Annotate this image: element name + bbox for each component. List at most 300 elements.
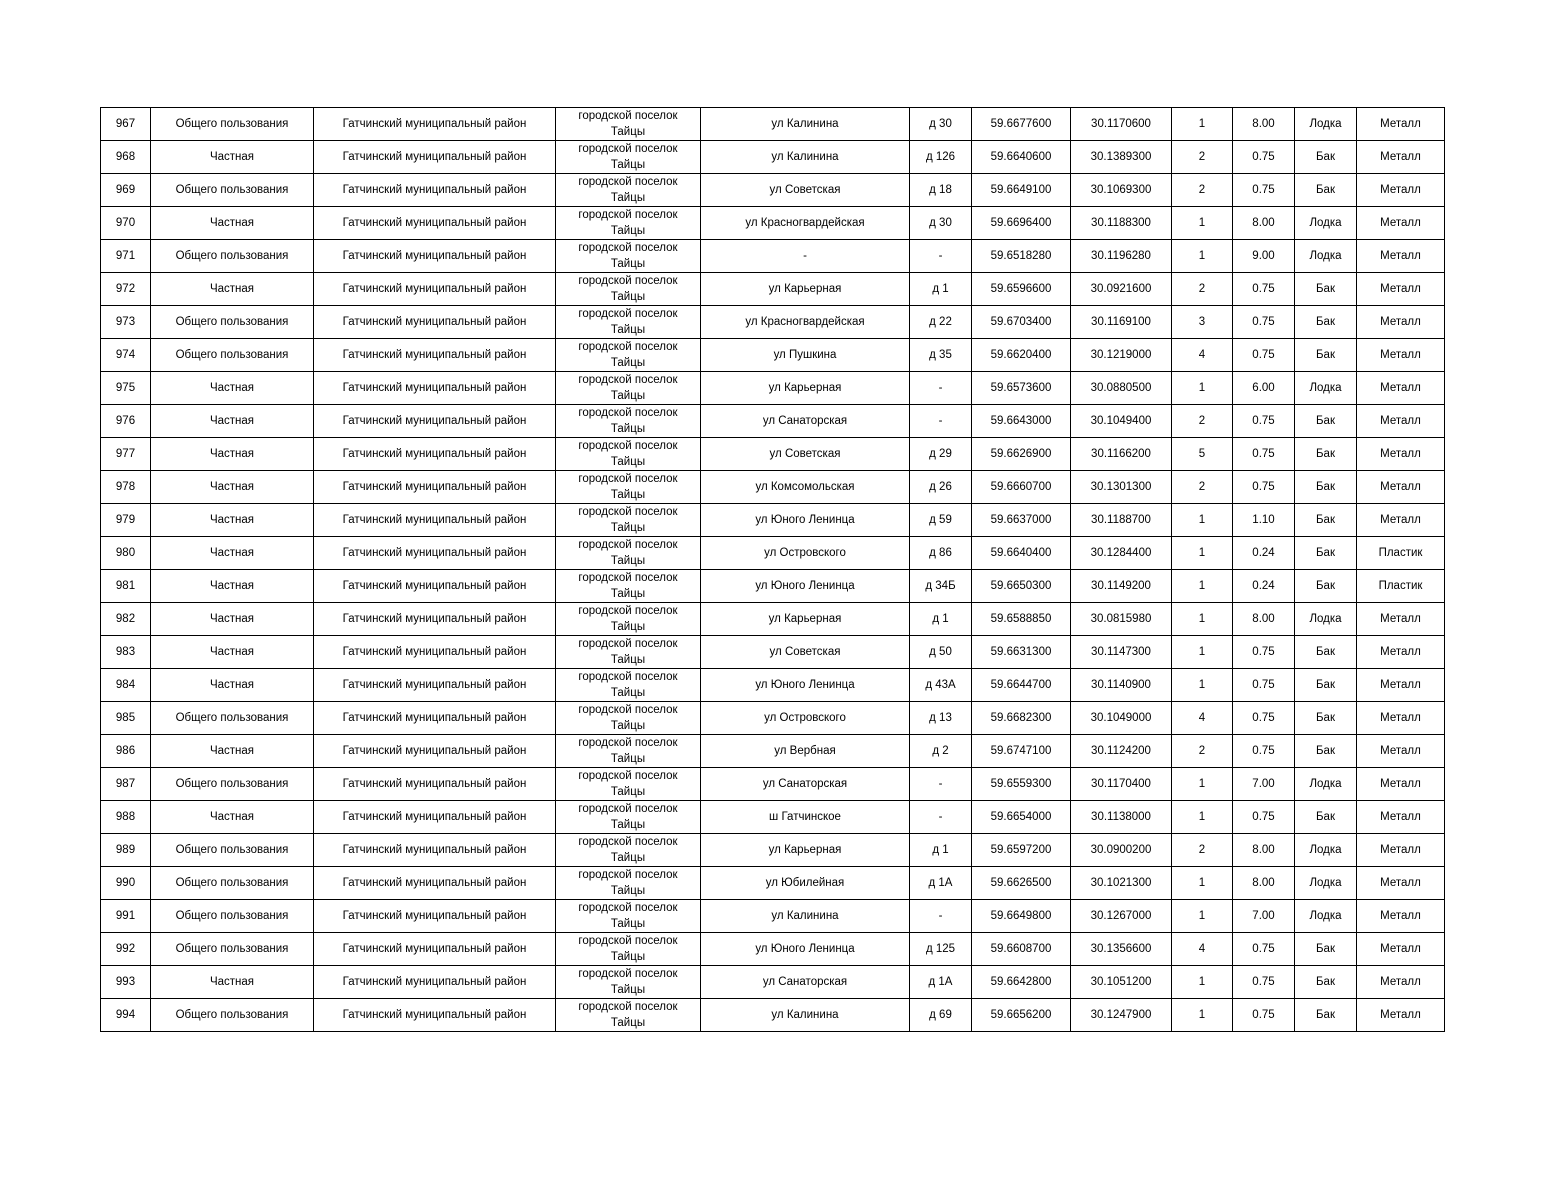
row-number-cell: 970	[101, 207, 151, 240]
volume-cell: 8.00	[1233, 867, 1295, 900]
material-cell: Металл	[1357, 141, 1445, 174]
house-cell: д 1	[910, 834, 972, 867]
latitude-cell: 59.6703400	[972, 306, 1071, 339]
container-type-cell: Лодка	[1295, 240, 1357, 273]
settlement-cell	[556, 471, 701, 504]
container-count-cell: 1	[1172, 504, 1233, 537]
house-cell: д 1А	[910, 966, 972, 999]
latitude-cell: 59.6637000	[972, 504, 1071, 537]
settlement-cell	[556, 306, 701, 339]
settlement-cell	[556, 702, 701, 735]
district-cell: Гатчинский муниципальный район	[314, 636, 556, 669]
longitude-cell: 30.0900200	[1071, 834, 1172, 867]
settlement-type: городской поселок	[578, 737, 678, 749]
latitude-cell: 59.6644700	[972, 669, 1071, 702]
row-number-cell: 967	[101, 108, 151, 141]
ownership-cell: Общего пользования	[151, 702, 314, 735]
latitude-cell: 59.6608700	[972, 933, 1071, 966]
table-row	[101, 636, 1445, 669]
longitude-cell: 30.1140900	[1071, 669, 1172, 702]
settlement-cell	[556, 504, 701, 537]
container-type-cell: Бак	[1295, 999, 1357, 1032]
material-cell: Металл	[1357, 174, 1445, 207]
street-cell: ул Санаторская	[701, 768, 910, 801]
settlement-name: Тайцы	[610, 621, 646, 633]
street-cell: ул Пушкина	[701, 339, 910, 372]
longitude-cell: 30.1267000	[1071, 900, 1172, 933]
row-number-cell: 972	[101, 273, 151, 306]
latitude-cell: 59.6596600	[972, 273, 1071, 306]
street-cell: ул Юного Ленинца	[701, 933, 910, 966]
ownership-cell: Общего пользования	[151, 900, 314, 933]
settlement-name: Тайцы	[610, 1017, 646, 1029]
street-cell: ш Гатчинское	[701, 801, 910, 834]
row-number-cell: 984	[101, 669, 151, 702]
longitude-cell: 30.1284400	[1071, 537, 1172, 570]
container-type-cell: Бак	[1295, 504, 1357, 537]
container-count-cell: 4	[1172, 702, 1233, 735]
volume-cell: 0.75	[1233, 735, 1295, 768]
street-cell: ул Юного Ленинца	[701, 669, 910, 702]
settlement-cell	[556, 438, 701, 471]
material-cell: Металл	[1357, 768, 1445, 801]
street-cell: ул Калинина	[701, 900, 910, 933]
table-row	[101, 405, 1445, 438]
table-row	[101, 999, 1445, 1032]
table-row	[101, 933, 1445, 966]
ownership-cell: Частная	[151, 405, 314, 438]
house-cell: д 1	[910, 273, 972, 306]
material-cell: Металл	[1357, 702, 1445, 735]
settlement-type: городской поселок	[578, 836, 678, 848]
container-count-cell: 4	[1172, 339, 1233, 372]
container-count-cell: 5	[1172, 438, 1233, 471]
longitude-cell: 30.1049400	[1071, 405, 1172, 438]
table-row	[101, 339, 1445, 372]
material-cell: Металл	[1357, 273, 1445, 306]
table-row	[101, 537, 1445, 570]
street-cell: -	[701, 240, 910, 273]
settlement-name: Тайцы	[610, 588, 646, 600]
container-type-cell: Лодка	[1295, 372, 1357, 405]
settlement-type: городской поселок	[578, 869, 678, 881]
settlement-name: Тайцы	[610, 819, 646, 831]
table-row	[101, 900, 1445, 933]
volume-cell: 0.75	[1233, 174, 1295, 207]
container-count-cell: 2	[1172, 174, 1233, 207]
district-cell: Гатчинский муниципальный район	[314, 537, 556, 570]
material-cell: Металл	[1357, 339, 1445, 372]
settlement-type: городской поселок	[578, 572, 678, 584]
latitude-cell: 59.6588850	[972, 603, 1071, 636]
table-row	[101, 867, 1445, 900]
ownership-cell: Общего пользования	[151, 108, 314, 141]
volume-cell: 0.75	[1233, 438, 1295, 471]
material-cell: Металл	[1357, 438, 1445, 471]
latitude-cell: 59.6682300	[972, 702, 1071, 735]
container-type-cell: Лодка	[1295, 603, 1357, 636]
row-number-cell: 989	[101, 834, 151, 867]
container-count-cell: 1	[1172, 372, 1233, 405]
container-count-cell: 1	[1172, 207, 1233, 240]
material-cell: Металл	[1357, 966, 1445, 999]
volume-cell: 6.00	[1233, 372, 1295, 405]
ownership-cell: Частная	[151, 669, 314, 702]
material-cell: Металл	[1357, 900, 1445, 933]
material-cell: Металл	[1357, 504, 1445, 537]
material-cell: Пластик	[1357, 570, 1445, 603]
row-number-cell: 993	[101, 966, 151, 999]
settlement-name: Тайцы	[610, 852, 646, 864]
ownership-cell: Общего пользования	[151, 174, 314, 207]
settlement-cell	[556, 273, 701, 306]
longitude-cell: 30.1051200	[1071, 966, 1172, 999]
longitude-cell: 30.1356600	[1071, 933, 1172, 966]
table-row	[101, 372, 1445, 405]
ownership-cell: Частная	[151, 471, 314, 504]
latitude-cell: 59.6643000	[972, 405, 1071, 438]
table-row	[101, 735, 1445, 768]
table-row	[101, 669, 1445, 702]
container-count-cell: 2	[1172, 471, 1233, 504]
house-cell: -	[910, 240, 972, 273]
settlement-name: Тайцы	[610, 555, 646, 567]
street-cell: ул Островского	[701, 537, 910, 570]
settlement-name: Тайцы	[610, 753, 646, 765]
volume-cell: 8.00	[1233, 207, 1295, 240]
longitude-cell: 30.1389300	[1071, 141, 1172, 174]
container-type-cell: Бак	[1295, 141, 1357, 174]
ownership-cell: Общего пользования	[151, 933, 314, 966]
container-count-cell: 2	[1172, 141, 1233, 174]
settlement-type: городской поселок	[578, 638, 678, 650]
longitude-cell: 30.1188700	[1071, 504, 1172, 537]
house-cell: д 126	[910, 141, 972, 174]
settlement-name: Тайцы	[610, 951, 646, 963]
container-count-cell: 2	[1172, 735, 1233, 768]
settlement-cell	[556, 801, 701, 834]
volume-cell: 0.75	[1233, 636, 1295, 669]
settlement-type: городской поселок	[578, 935, 678, 947]
material-cell: Металл	[1357, 405, 1445, 438]
district-cell: Гатчинский муниципальный район	[314, 141, 556, 174]
settlement-cell	[556, 834, 701, 867]
ownership-cell: Частная	[151, 372, 314, 405]
ownership-cell: Частная	[151, 438, 314, 471]
ownership-cell: Общего пользования	[151, 306, 314, 339]
latitude-cell: 59.6696400	[972, 207, 1071, 240]
longitude-cell: 30.1147300	[1071, 636, 1172, 669]
container-sites-table	[100, 107, 1445, 1032]
volume-cell: 0.75	[1233, 999, 1295, 1032]
container-type-cell: Лодка	[1295, 834, 1357, 867]
latitude-cell: 59.6650300	[972, 570, 1071, 603]
row-number-cell: 971	[101, 240, 151, 273]
container-type-cell: Бак	[1295, 306, 1357, 339]
district-cell: Гатчинский муниципальный район	[314, 108, 556, 141]
settlement-name: Тайцы	[610, 225, 646, 237]
longitude-cell: 30.1219000	[1071, 339, 1172, 372]
longitude-cell: 30.1021300	[1071, 867, 1172, 900]
settlement-type: городской поселок	[578, 605, 678, 617]
ownership-cell: Частная	[151, 207, 314, 240]
settlement-cell	[556, 372, 701, 405]
ownership-cell: Общего пользования	[151, 999, 314, 1032]
container-type-cell: Бак	[1295, 933, 1357, 966]
house-cell: д 1А	[910, 867, 972, 900]
settlement-cell	[556, 141, 701, 174]
ownership-cell: Частная	[151, 504, 314, 537]
table-row	[101, 570, 1445, 603]
longitude-cell: 30.1170400	[1071, 768, 1172, 801]
district-cell: Гатчинский муниципальный район	[314, 999, 556, 1032]
settlement-cell	[556, 735, 701, 768]
container-type-cell: Лодка	[1295, 867, 1357, 900]
district-cell: Гатчинский муниципальный район	[314, 471, 556, 504]
settlement-type: городской поселок	[578, 341, 678, 353]
settlement-cell	[556, 669, 701, 702]
row-number-cell: 985	[101, 702, 151, 735]
settlement-cell	[556, 240, 701, 273]
latitude-cell: 59.6642800	[972, 966, 1071, 999]
district-cell: Гатчинский муниципальный район	[314, 240, 556, 273]
ownership-cell: Частная	[151, 570, 314, 603]
house-cell: д 34Б	[910, 570, 972, 603]
material-cell: Металл	[1357, 933, 1445, 966]
district-cell: Гатчинский муниципальный район	[314, 504, 556, 537]
row-number-cell: 979	[101, 504, 151, 537]
settlement-name: Тайцы	[610, 489, 646, 501]
settlement-cell	[556, 339, 701, 372]
container-type-cell: Лодка	[1295, 207, 1357, 240]
volume-cell: 0.75	[1233, 273, 1295, 306]
container-count-cell: 1	[1172, 669, 1233, 702]
house-cell: д 59	[910, 504, 972, 537]
settlement-name: Тайцы	[610, 192, 646, 204]
settlement-type: городской поселок	[578, 803, 678, 815]
house-cell: д 69	[910, 999, 972, 1032]
settlement-cell	[556, 933, 701, 966]
table-row	[101, 438, 1445, 471]
settlement-name: Тайцы	[610, 126, 646, 138]
settlement-cell	[556, 405, 701, 438]
container-type-cell: Лодка	[1295, 108, 1357, 141]
settlement-type: городской поселок	[578, 902, 678, 914]
container-count-cell: 2	[1172, 405, 1233, 438]
house-cell: д 30	[910, 108, 972, 141]
container-type-cell: Бак	[1295, 438, 1357, 471]
volume-cell: 0.75	[1233, 702, 1295, 735]
table-row	[101, 966, 1445, 999]
ownership-cell: Частная	[151, 735, 314, 768]
street-cell: ул Советская	[701, 174, 910, 207]
settlement-type: городской поселок	[578, 242, 678, 254]
row-number-cell: 980	[101, 537, 151, 570]
street-cell: ул Юбилейная	[701, 867, 910, 900]
street-cell: ул Карьерная	[701, 834, 910, 867]
house-cell: д 18	[910, 174, 972, 207]
settlement-type: городской поселок	[578, 407, 678, 419]
container-count-cell: 2	[1172, 273, 1233, 306]
longitude-cell: 30.1138000	[1071, 801, 1172, 834]
district-cell: Гатчинский муниципальный район	[314, 702, 556, 735]
table-row	[101, 504, 1445, 537]
settlement-cell	[556, 900, 701, 933]
latitude-cell: 59.6640400	[972, 537, 1071, 570]
street-cell: ул Калинина	[701, 999, 910, 1032]
house-cell: д 13	[910, 702, 972, 735]
material-cell: Металл	[1357, 669, 1445, 702]
volume-cell: 7.00	[1233, 900, 1295, 933]
latitude-cell: 59.6518280	[972, 240, 1071, 273]
district-cell: Гатчинский муниципальный район	[314, 174, 556, 207]
container-count-cell: 1	[1172, 801, 1233, 834]
row-number-cell: 994	[101, 999, 151, 1032]
house-cell: д 30	[910, 207, 972, 240]
container-type-cell: Бак	[1295, 735, 1357, 768]
district-cell: Гатчинский муниципальный район	[314, 900, 556, 933]
district-cell: Гатчинский муниципальный район	[314, 933, 556, 966]
container-count-cell: 1	[1172, 966, 1233, 999]
house-cell: д 1	[910, 603, 972, 636]
table-row	[101, 174, 1445, 207]
table-row	[101, 834, 1445, 867]
settlement-name: Тайцы	[610, 423, 646, 435]
street-cell: ул Карьерная	[701, 603, 910, 636]
house-cell: д 50	[910, 636, 972, 669]
street-cell: ул Комсомольская	[701, 471, 910, 504]
row-number-cell: 986	[101, 735, 151, 768]
material-cell: Металл	[1357, 636, 1445, 669]
container-type-cell: Бак	[1295, 405, 1357, 438]
material-cell: Металл	[1357, 999, 1445, 1032]
district-cell: Гатчинский муниципальный район	[314, 801, 556, 834]
street-cell: ул Санаторская	[701, 966, 910, 999]
longitude-cell: 30.1124200	[1071, 735, 1172, 768]
longitude-cell: 30.1170600	[1071, 108, 1172, 141]
volume-cell: 9.00	[1233, 240, 1295, 273]
settlement-name: Тайцы	[610, 654, 646, 666]
latitude-cell: 59.6573600	[972, 372, 1071, 405]
house-cell: д 2	[910, 735, 972, 768]
volume-cell: 0.75	[1233, 405, 1295, 438]
street-cell: ул Красногвардейская	[701, 207, 910, 240]
settlement-name: Тайцы	[610, 687, 646, 699]
settlement-name: Тайцы	[610, 390, 646, 402]
settlement-cell	[556, 570, 701, 603]
settlement-type: городской поселок	[578, 374, 678, 386]
settlement-type: городской поселок	[578, 1001, 678, 1013]
row-number-cell: 975	[101, 372, 151, 405]
street-cell: ул Советская	[701, 438, 910, 471]
longitude-cell: 30.1049000	[1071, 702, 1172, 735]
material-cell: Металл	[1357, 306, 1445, 339]
settlement-type: городской поселок	[578, 506, 678, 518]
ownership-cell: Общего пользования	[151, 867, 314, 900]
settlement-name: Тайцы	[610, 456, 646, 468]
settlement-type: городской поселок	[578, 209, 678, 221]
settlement-name: Тайцы	[610, 357, 646, 369]
table-row	[101, 603, 1445, 636]
ownership-cell: Частная	[151, 141, 314, 174]
district-cell: Гатчинский муниципальный район	[314, 669, 556, 702]
material-cell: Металл	[1357, 603, 1445, 636]
container-count-cell: 1	[1172, 240, 1233, 273]
material-cell: Пластик	[1357, 537, 1445, 570]
street-cell: ул Вербная	[701, 735, 910, 768]
table-row	[101, 141, 1445, 174]
container-type-cell: Бак	[1295, 636, 1357, 669]
row-number-cell: 977	[101, 438, 151, 471]
house-cell: д 125	[910, 933, 972, 966]
latitude-cell: 59.6626900	[972, 438, 1071, 471]
district-cell: Гатчинский муниципальный район	[314, 273, 556, 306]
settlement-name: Тайцы	[610, 159, 646, 171]
district-cell: Гатчинский муниципальный район	[314, 735, 556, 768]
longitude-cell: 30.1166200	[1071, 438, 1172, 471]
table-row	[101, 702, 1445, 735]
district-cell: Гатчинский муниципальный район	[314, 372, 556, 405]
volume-cell: 0.24	[1233, 537, 1295, 570]
district-cell: Гатчинский муниципальный район	[314, 438, 556, 471]
district-cell: Гатчинский муниципальный район	[314, 207, 556, 240]
street-cell: ул Островского	[701, 702, 910, 735]
house-cell: д 22	[910, 306, 972, 339]
district-cell: Гатчинский муниципальный район	[314, 834, 556, 867]
ownership-cell: Частная	[151, 636, 314, 669]
material-cell: Металл	[1357, 834, 1445, 867]
table-row	[101, 273, 1445, 306]
material-cell: Металл	[1357, 801, 1445, 834]
settlement-name: Тайцы	[610, 786, 646, 798]
container-type-cell: Бак	[1295, 174, 1357, 207]
street-cell: ул Калинина	[701, 108, 910, 141]
container-count-cell: 2	[1172, 834, 1233, 867]
container-count-cell: 1	[1172, 537, 1233, 570]
longitude-cell: 30.0880500	[1071, 372, 1172, 405]
house-cell: -	[910, 801, 972, 834]
longitude-cell: 30.1149200	[1071, 570, 1172, 603]
street-cell: ул Санаторская	[701, 405, 910, 438]
ownership-cell: Частная	[151, 603, 314, 636]
volume-cell: 0.75	[1233, 471, 1295, 504]
longitude-cell: 30.1196280	[1071, 240, 1172, 273]
volume-cell: 0.75	[1233, 933, 1295, 966]
settlement-cell	[556, 867, 701, 900]
settlement-name: Тайцы	[610, 918, 646, 930]
container-count-cell: 1	[1172, 636, 1233, 669]
container-count-cell: 1	[1172, 900, 1233, 933]
ownership-cell: Частная	[151, 273, 314, 306]
settlement-type: городской поселок	[578, 704, 678, 716]
container-type-cell: Бак	[1295, 537, 1357, 570]
material-cell: Металл	[1357, 372, 1445, 405]
settlement-cell	[556, 207, 701, 240]
container-count-cell: 1	[1172, 999, 1233, 1032]
district-cell: Гатчинский муниципальный район	[314, 867, 556, 900]
volume-cell: 0.75	[1233, 669, 1295, 702]
latitude-cell: 59.6747100	[972, 735, 1071, 768]
street-cell: ул Калинина	[701, 141, 910, 174]
container-type-cell: Бак	[1295, 273, 1357, 306]
settlement-type: городской поселок	[578, 110, 678, 122]
settlement-type: городской поселок	[578, 176, 678, 188]
house-cell: -	[910, 405, 972, 438]
house-cell: -	[910, 768, 972, 801]
settlement-type: городской поселок	[578, 440, 678, 452]
row-number-cell: 973	[101, 306, 151, 339]
house-cell: д 26	[910, 471, 972, 504]
